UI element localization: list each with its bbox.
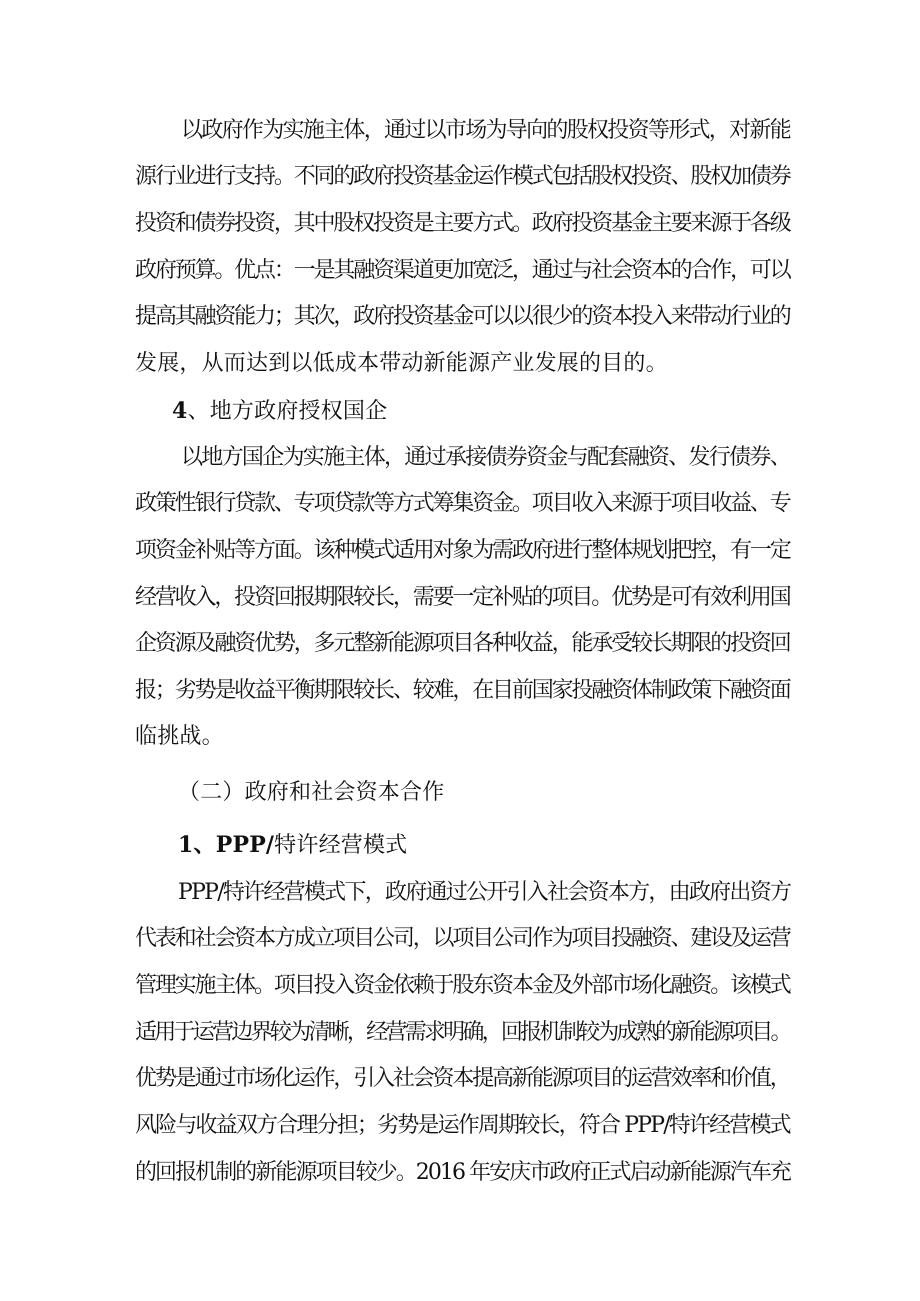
paragraph-2-line-7: 临挑战。 [135, 724, 224, 749]
heading-4-number: 4 [172, 398, 188, 424]
paragraph-1-line-2: 源行业进行支持。不同的政府投资基金运作模式包括股权投资、股权加债券 [135, 164, 790, 189]
paragraph-2-line-4: 经营收入，投资回报期限较长，需要一定补贴的项目。优势是可有效利用国 [135, 585, 790, 610]
paragraph-3-line-2: 代表和社会资本方成立项目公司，以项目公司作为项目投融资、建设及运营 [135, 926, 790, 951]
heading-1-number: 1、PPP/ [178, 832, 275, 858]
heading-4-local-soe [172, 396, 387, 427]
paragraph-1-line-6: 发展，从而达到以低成本带动新能源产业发展的目的。 [135, 351, 668, 376]
paragraph-3-line-6: 风险与收益双方合理分担；劣势是运作周期较长，符合 PPP/特许经营模式 [135, 1113, 790, 1138]
paragraph-1-line-5: 提高其融资能力；其次，政府投资基金可以以很少的资本投入来带动行业的 [135, 304, 790, 329]
paragraph-2-line-6: 报；劣势是收益平衡期限较长、较难，在目前国家投融资体制政策下融资面 [135, 678, 790, 703]
heading-1-ppp [178, 830, 407, 861]
paragraph-2-line-5: 企资源及融资优势，多元整新能源项目各种收益，能承受较长期限的投资回 [135, 631, 790, 656]
paragraph-2-line-3: 项资金补贴等方面。该种模式适用对象为需政府进行整体规划把控，有一定 [135, 538, 790, 563]
paragraph-1-line-1: 以政府作为实施主体，通过以市场为导向的股权投资等形式，对新能 [181, 118, 791, 143]
paragraph-3-line-3: 管理实施主体。项目投入资金依赖于股东资本金及外部市场化融资。该模式 [135, 973, 790, 998]
heading-4-text: 、地方政府授权国企 [187, 399, 388, 424]
paragraph-1-line-4: 政府预算。优点：一是其融资渠道更加宽泛，通过与社会资本的合作，可以 [135, 258, 790, 283]
paragraph-3-line-4: 适用于运营边界较为清晰，经营需求明确，回报机制较为成熟的新能源项目。 [135, 1020, 790, 1045]
paragraph-1-line-3: 投资和债券投资，其中股权投资是主要方式。政府投资基金主要来源于各级 [135, 211, 790, 236]
paragraph-3-line-1: PPP/特许经营模式下，政府通过公开引入社会资本方，由政府出资方 [178, 880, 791, 905]
paragraph-2-line-1: 以地方国企为实施主体，通过承接债券资金与配套融资、发行债券、 [181, 445, 791, 470]
section-2-heading: （二）政府和社会资本合作 [178, 780, 445, 805]
paragraph-2-line-2: 政策性银行贷款、专项贷款等方式筹集资金。项目收入来源于项目收益、专 [135, 491, 790, 516]
paragraph-3-line-7: 的回报机制的新能源项目较少。2016 年安庆市政府正式启动新能源汽车充 [135, 1160, 790, 1185]
paragraph-3-line-5: 优势是通过市场化运作，引入社会资本提高新能源项目的运营效率和价值， [135, 1066, 790, 1091]
heading-1-text: 特许经营模式 [274, 833, 408, 858]
